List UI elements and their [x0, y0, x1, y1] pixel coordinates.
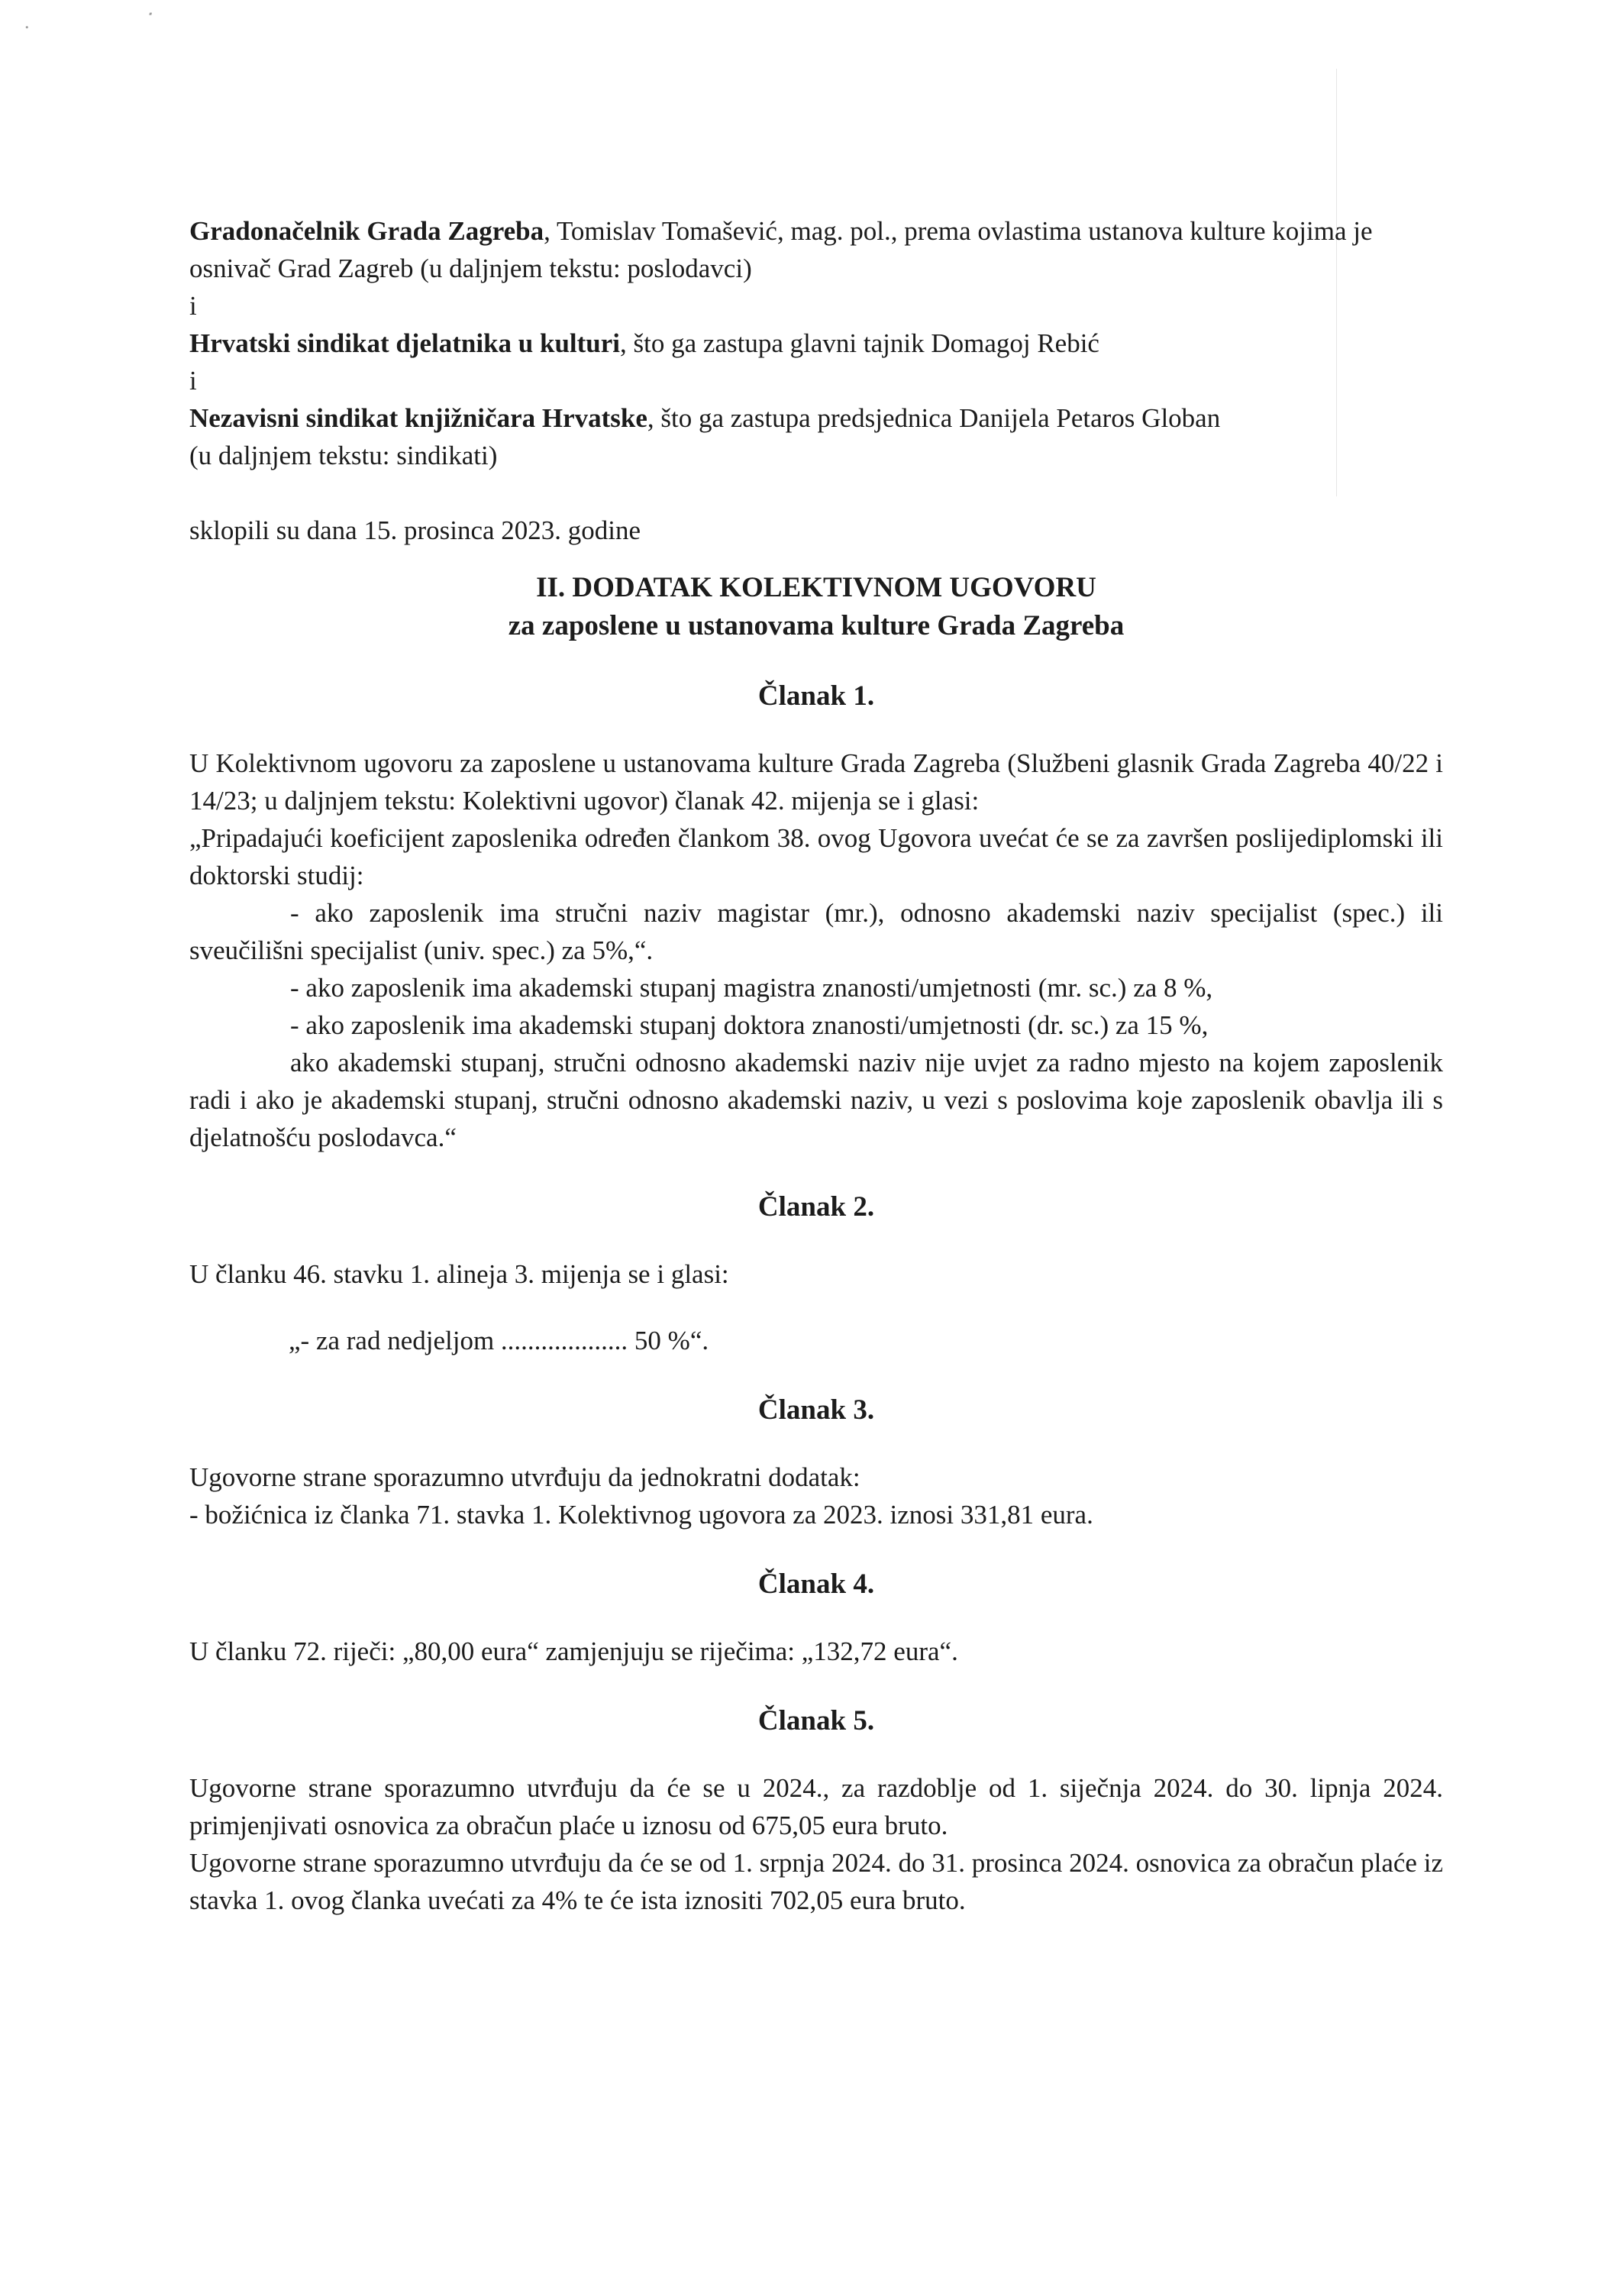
party-employer [189, 212, 1443, 287]
employer-description: , Tomislav Tomašević, mag. pol., prema ovlastima ustanova kulture kojima je osnivač Grad Zagreb (u daljnjem tekstu: poslodavci) [189, 216, 1373, 283]
title-line-2: za zaposlene u ustanovama kulture Grada Zagreba [508, 610, 1125, 641]
document-body [189, 212, 1443, 1919]
article-5-heading: Članak 5. [757, 1705, 875, 1736]
article-3-line-1: Ugovorne strane sporazumno utvrđuju da jednokratni dodatak: [189, 1462, 860, 1492]
conjunction-1: i [189, 291, 197, 321]
article-3-heading: Članak 3. [757, 1394, 875, 1426]
article-5-para-2: Ugovorne strane sporazumno utvrđuju da će se od 1. srpnja 2024. do 31. prosinca 2024. osnovica za obračun plaće iz stavka 1. ovog članka uvećati za 4% te će ista iznositi 702,05 eura bruto. [189, 1848, 1443, 1915]
article-1-item-1: - ako zaposlenik ima stručni naziv magistar (mr.), odnosno akademski naziv specijalist (spec.) ili sveučilišni specijalist (univ. spec.) za 5%,“. [189, 898, 1443, 965]
union1-description: , što ga zastupa glavni tajnik Domagoj Rebić [620, 328, 1099, 358]
union2-note: (u daljnjem tekstu: sindikati) [189, 441, 498, 470]
article-3-line-2: - božićnica iz članka 71. stavka 1. Kolektivnog ugovora za 2023. iznosi 331,81 eura. [189, 1500, 1093, 1530]
conjunction-2: i [189, 366, 197, 396]
article-1-item-3: - ako zaposlenik ima akademski stupanj doktora znanosti/umjetnosti (dr. sc.) za 15 %, [290, 1010, 1209, 1040]
article-5-para-1: Ugovorne strane sporazumno utvrđuju da će se u 2024., za razdoblje od 1. siječnja 2024. do 30. lipnja 2024. primjenjivati osnovica za obračun plaće u iznosu od 675,05 eura bruto. [189, 1773, 1443, 1840]
party-union-1 [189, 325, 1443, 362]
article-1-heading: Članak 1. [757, 680, 875, 712]
article-1-item-2: - ako zaposlenik ima akademski stupanj magistra znanosti/umjetnosti (mr. sc.) za 8 %, [290, 973, 1213, 1003]
union1-name: Hrvatski sindikat djelatnika u kulturi [189, 328, 621, 358]
article-1-intro: U Kolektivnom ugovoru za zaposlene u ustanovama kulture Grada Zagreba (Službeni glasnik Grada Zagreba 40/22 i 14/23; u daljnjem tekstu: Kolektivni ugovor) članak 42. mijenja se i glasi: [189, 748, 1443, 816]
union2-name: Nezavisni sindikat knjižničara Hrvatske [189, 403, 647, 433]
article-4-heading: Članak 4. [757, 1568, 875, 1600]
article-2-heading: Članak 2. [757, 1191, 875, 1223]
scan-mark-tick: ᐧ [145, 2, 151, 27]
article-2-quote: „- za rad nedjeljom ................... 50 %“. [289, 1326, 709, 1355]
scan-mark-dot: . [24, 11, 30, 33]
article-2-intro: U članku 46. stavku 1. alineja 3. mijenja se i glasi: [189, 1259, 729, 1289]
article-1-closing: ako akademski stupanj, stručni odnosno akademski naziv nije uvjet za radno mjesto na kojem zaposlenik radi i ako je akademski stupanj, stručni odnosno akademski naziv, u vezi s poslovima koje zaposlenik obavlja ili s djelatnošću poslodavca.“ [189, 1048, 1443, 1152]
concluded-date: sklopili su dana 15. prosinca 2023. godine [189, 515, 641, 545]
article-4-text: U članku 72. riječi: „80,00 eura“ zamjenjuju se riječima: „132,72 eura“. [189, 1636, 958, 1666]
document-title [189, 569, 1443, 645]
article-1-quote-start: „Pripadajući koeficijent zaposlenika određen člankom 38. ovog Ugovora uvećat će se za završen poslijediplomski ili doktorski studij: [189, 823, 1443, 890]
party-union-2 [189, 399, 1443, 437]
employer-name: Gradonačelnik Grada Zagreba [189, 216, 544, 246]
title-line-1: II. DODATAK KOLEKTIVNOM UGOVORU [536, 572, 1096, 603]
union2-description: , što ga zastupa predsjednica Danijela Petaros Globan [647, 403, 1221, 433]
